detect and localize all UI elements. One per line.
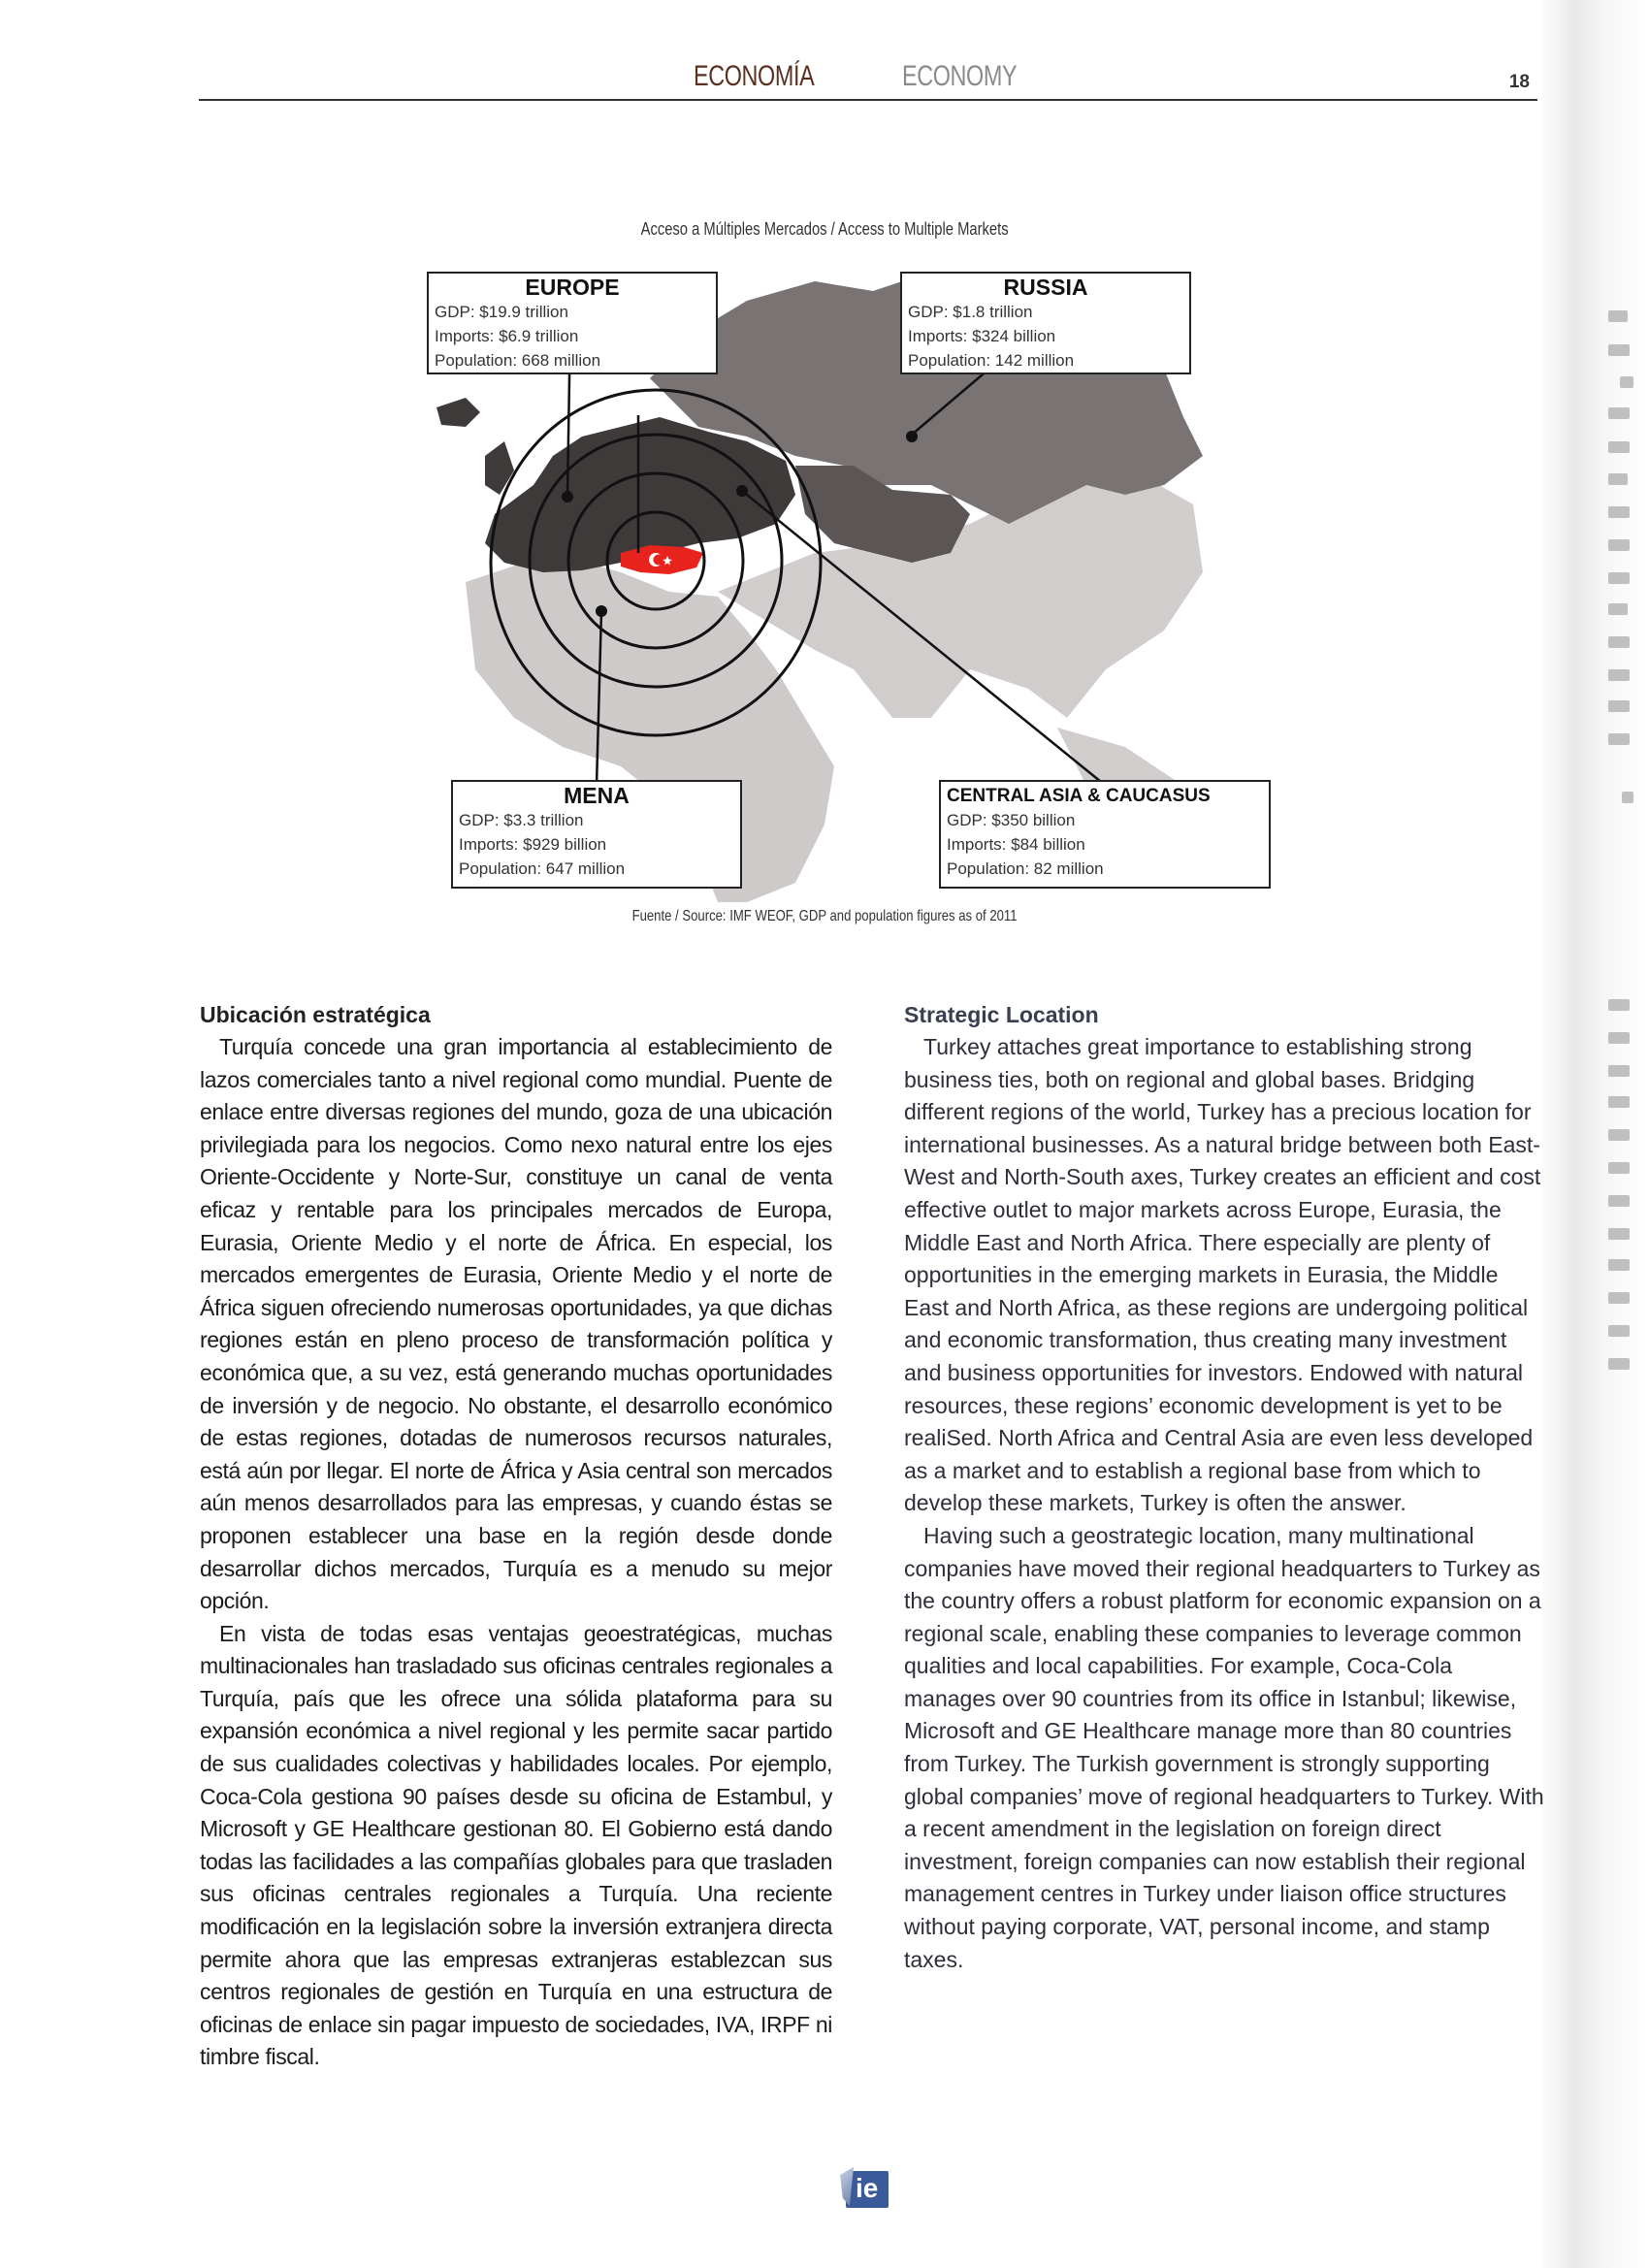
uk-landmass <box>485 441 514 495</box>
section-title-en: ECONOMY <box>902 60 1018 92</box>
region-name: EUROPE <box>525 275 620 300</box>
section-title-es: ECONOMÍA <box>694 60 815 92</box>
region-population: Population: 668 million <box>435 351 601 370</box>
info-box-russia <box>900 272 1191 374</box>
page-header <box>199 58 1537 101</box>
ie-logo <box>846 2171 889 2208</box>
region-name: CENTRAL ASIA & CAUCASUS <box>947 786 1211 806</box>
turkey-crescent-inner <box>654 555 664 566</box>
iceland-landmass <box>436 398 480 427</box>
logo-wing-icon <box>840 2167 854 2206</box>
article-paragraph: En vista de todas esas ventajas geoestratégicas, muchas multinacionales han trasladado sus oficinas centrales regionales a Turquía, país que les ofrece una sólida plataforma para su expansión económica a nivel regional y les permite sacar partido de sus cualidades colectivas y habilidades locales. Por ejemplo, Coca-Cola gestiona 90 países desde su oficina de Estambul, y Microsoft y GE Healthcare gestionan 80. El Gobierno está dando todas las facilidades a las compañías globales para que trasladen sus oficinas centrales regionales a Turquía. Una reciente modificación en la legislación sobre la inversión extranjera directa permite ahora que las empresas extranjeras establezcan sus centros regionales de gestión en Turquía en una estructura de oficinas de enlace sin pagar impuesto de sociedades, IVA, IRPF ni timbre fiscal. <box>200 1620 832 2070</box>
info-box-mena <box>451 780 742 889</box>
article-heading-en: Strategic Location <box>904 1002 1099 1027</box>
russia-dot <box>906 431 918 442</box>
region-imports: Imports: $6.9 trillion <box>435 327 579 345</box>
region-imports: Imports: $324 billion <box>908 327 1056 345</box>
article-column-spanish <box>200 999 832 2074</box>
info-box-central-asia <box>939 780 1271 889</box>
figure-source: Fuente / Source: IMF WEOF, GDP and population figures as of 2011 <box>631 908 1018 924</box>
info-box-europe <box>427 272 718 374</box>
region-name: RUSSIA <box>1003 275 1088 300</box>
region-population: Population: 647 million <box>459 859 626 878</box>
article-column-english <box>904 999 1544 1976</box>
article-paragraph: Turquía concede una gran importancia al establecimiento de lazos comerciales tanto a nivel regional como mundial. Puente de enlace entre diversas regiones del mundo, goza de una ubicación privilegiada para los negocios. Como nexo natural entre los ejes Oriente-Occidente y Norte-Sur, constituye un canal de venta eficaz y rentable para los principales mercados de Europa, Eurasia, Oriente Medio y el norte de África. En especial, los mercados emergentes de Eurasia, Oriente Medio y el norte de África siguen ofreciendo numerosas oportunidades, ya que dichas regiones están en pleno proceso de transformación política y económica que, a su vez, está generando muchas oportunidades de inversión y de negocio. No obstante, el desarrollo económico de estas regiones, dotadas de numerosos recursos naturales, está aún por llegar. El norte de África y Asia central son mercados aún menos desarrollados para las empresas, y cuando éstas se proponen establecer una base en la región desde donde desarrollar dichos mercados, Turquía es a menudo su mejor opción. <box>200 1034 832 1614</box>
region-gdp: GDP: $19.9 trillion <box>435 303 568 321</box>
europe-dot <box>562 491 573 502</box>
region-gdp: GDP: $3.3 trillion <box>459 811 584 829</box>
region-population: Population: 82 million <box>947 859 1104 878</box>
region-gdp: GDP: $1.8 trillion <box>908 303 1033 321</box>
region-name: MENA <box>564 783 630 808</box>
figure-caption: Acceso a Múltiples Mercados / Access to Multiple Markets <box>640 219 1009 239</box>
article-heading-es: Ubicación estratégica <box>200 1002 431 1027</box>
region-imports: Imports: $929 billion <box>459 835 607 854</box>
article-paragraph: Having such a geostrategic location, many multinational companies have moved their regional headquarters to Turkey as the country offers a robust platform for economic expansion on a regional scale, enabling these companies to leverage common qualities and local capabilities. For example, Coca-Cola manages over 90 countries from its office in Istanbul; likewise, Microsoft and GE Healthcare manage more than 80 countries from Turkey. The Turkish government is strongly supporting global companies’ move of regional headquarters to Turkey. With a recent amendment in the legislation on foreign direct investment, foreign companies can now establish their regional management centres in Turkey under liaison office structures without paying corporate, VAT, personal income, and stamp taxes. <box>904 1522 1544 1972</box>
logo-text: ie <box>856 2173 879 2203</box>
page-number: 18 <box>1508 72 1530 92</box>
mena-dot <box>596 605 607 617</box>
markets-map <box>427 262 1319 902</box>
region-population: Population: 142 million <box>908 351 1075 370</box>
central-asia-dot <box>736 485 748 497</box>
adjacent-page-text-fragments <box>1600 0 1649 2268</box>
article-paragraph: Turkey attaches great importance to establishing strong business ties, both on regional and global bases. Bridging different regions of the world, Turkey has a precious location for international businesses. As a natural bridge between both East-West and North-South axes, Turkey creates an efficient and cost effective outlet to major markets across Europe, Eurasia, the Middle East and North Africa. There especially are plenty of opportunities in the emerging markets in Eurasia, the Middle East and North Africa, as these regions are undergoing political and economic transformation, thus creating many investment and business opportunities for investors. Endowed with natural resources, these regions’ economic development is yet to be realiSed. North Africa and Central Asia are even less developed as a market and to establish a regional base from which to develop these markets, Turkey is often the answer. <box>904 1034 1541 1516</box>
region-imports: Imports: $84 billion <box>947 835 1085 854</box>
region-gdp: GDP: $350 billion <box>947 811 1076 829</box>
asia-south-landmass <box>718 466 1203 718</box>
